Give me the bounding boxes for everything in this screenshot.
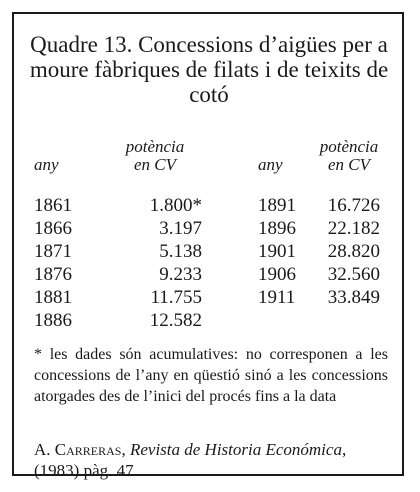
table-row	[34, 240, 214, 263]
header-power-line1: potència	[319, 137, 379, 156]
year-cell: 1876	[34, 264, 72, 285]
source-author-name: Carreras	[54, 440, 122, 459]
table-frame	[12, 12, 404, 480]
table-row	[34, 309, 214, 332]
table-left-column	[34, 194, 214, 332]
header-power-line2: en CV	[133, 155, 177, 174]
year-cell: 1861	[34, 195, 72, 216]
year-cell: 1901	[258, 241, 296, 262]
table-row	[258, 194, 388, 217]
year-cell: 1911	[258, 287, 296, 308]
table-row	[258, 286, 388, 309]
value-cell: 22.182	[327, 218, 380, 239]
header-year-left: any	[34, 155, 59, 174]
table-right-column	[258, 194, 388, 309]
footnote: * les dades són acumulatives: no corresponen a les concessions de l’any en qüestió sinó a les concessions atorgades des de l’inici del procés fins a la data	[34, 346, 388, 405]
table-row	[34, 286, 214, 309]
value-cell: 9.233	[159, 264, 202, 285]
year-cell: 1881	[34, 287, 72, 308]
value-cell: 12.582	[149, 310, 202, 331]
source-citation: A. Carreras, Revista de Historia Económica, (1983) pàg. 47	[34, 440, 347, 480]
table-row	[258, 263, 388, 286]
source-details: (1983) pàg. 47	[34, 461, 134, 480]
header-year-right: any	[258, 155, 283, 174]
header-power-left	[110, 138, 200, 174]
value-cell: 33.849	[327, 287, 380, 308]
value-cell: 11.755	[150, 287, 202, 308]
year-cell: 1866	[34, 218, 72, 239]
table-row	[258, 217, 388, 240]
value-cell: 32.560	[327, 264, 380, 285]
table-row	[258, 240, 388, 263]
table-row	[34, 194, 214, 217]
year-cell: 1871	[34, 241, 72, 262]
source-journal: Revista de Historia Económica	[129, 440, 342, 459]
year-cell: 1896	[258, 218, 296, 239]
header-power-right	[304, 138, 394, 174]
year-cell: 1886	[34, 310, 72, 331]
table-title: Quadre 13. Concessions d’aigües per a moure fàbriques de filats i de teixits de cotó	[29, 32, 389, 107]
header-power-line2: en CV	[327, 155, 371, 174]
table-row	[34, 263, 214, 286]
value-cell: 16.726	[327, 195, 380, 216]
header-power-line1: potència	[125, 137, 185, 156]
year-cell: 1891	[258, 195, 296, 216]
table-row	[34, 217, 214, 240]
source-author-initial: A.	[34, 440, 51, 459]
value-cell: 5.138	[159, 241, 202, 262]
year-cell: 1906	[258, 264, 296, 285]
value-cell: 3.197	[159, 218, 202, 239]
value-cell: 28.820	[327, 241, 380, 262]
value-cell: 1.800*	[149, 195, 202, 216]
